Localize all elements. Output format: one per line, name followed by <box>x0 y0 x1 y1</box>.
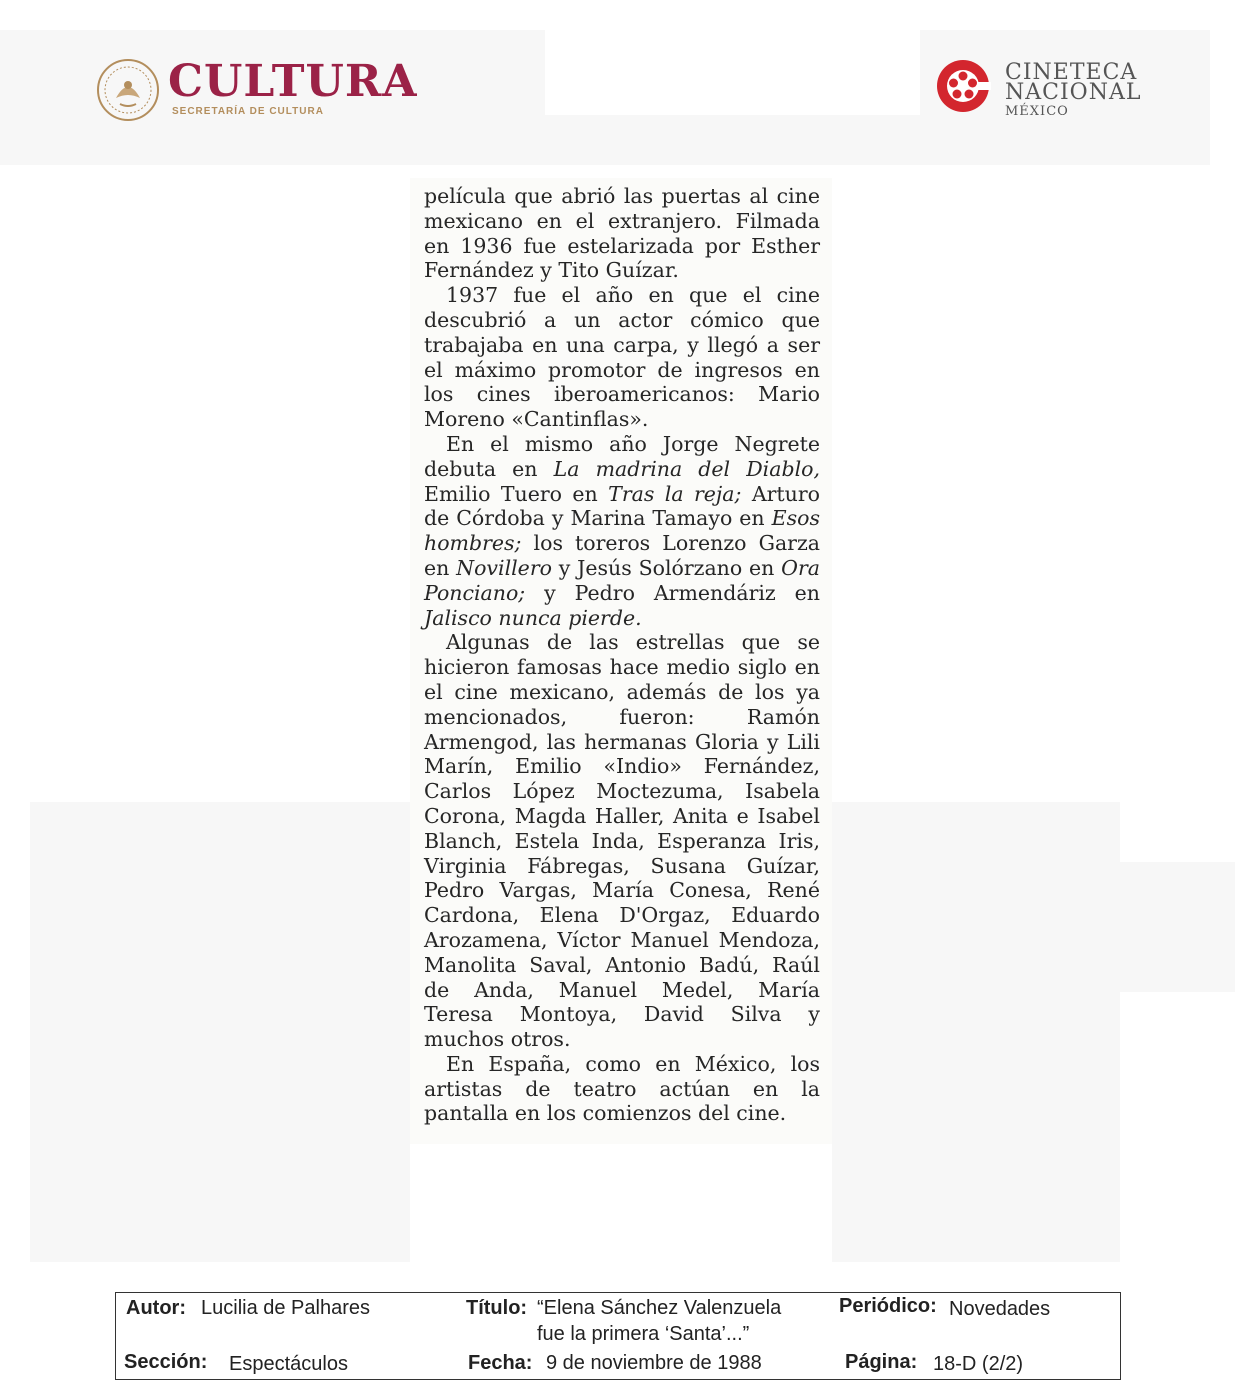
clipping-paragraph-2: 1937 fue el año en que el cine descubrió a un actor cómico que trabajaba en una carpa, y llegó a ser el máximo promotor de ingresos en los cines iberoamericanos: Mario Moreno «Cantinflas». <box>424 283 820 432</box>
clipping-text: Arturo de Córdoba y Marina Tamayo en <box>424 481 821 531</box>
film-title: Jalisco nunca pierde. <box>424 605 642 630</box>
film-title: Novillero <box>456 555 552 580</box>
mexican-seal-icon <box>96 58 160 122</box>
scan-panel-far-right <box>1120 862 1235 992</box>
scan-panel-left <box>30 802 410 1262</box>
cultura-title: CULTURA <box>168 56 418 107</box>
clipping-text: y Pedro Armendáriz en <box>525 580 820 605</box>
cineteca-name-line1: CINETECA <box>1005 60 1138 85</box>
clipping-text: Emilio Tuero en <box>424 481 609 506</box>
clipping-paragraph-3 <box>424 432 820 630</box>
clipping-text: y Jesús Solórzano en <box>551 555 782 580</box>
film-title: Tras la reja; <box>608 481 742 506</box>
autor-value: Lucilia de Palhares <box>201 1297 370 1319</box>
clipping-paragraph-4: Algunas de las estrellas que se hicieron famosas hace medio siglo en el cine mexicano, además de los ya mencionados, fueron: Ramón Armengod, las hermanas Gloria y Lili Marín, Emilio «Indio» Fernández, Carlos López Moctezuma, Isabela Corona, Magda Haller, Anita e Isabel Blanch, Estela Inda, Esperanza Iris, Virginia Fábregas, Susana Guízar, Pedro Vargas, María Conesa, René Cardona, Elena D'Orgaz, Eduardo Arozamena, Víctor Manuel Mendoza, Manolita Saval, Antonio Badú, Raúl de Anda, Manuel Medel, María Teresa Montoya, David Silva y muchos otros. <box>424 630 820 1052</box>
cineteca-logo <box>935 58 1155 118</box>
titulo-value-line2: fue la primera ‘Santa’...” <box>537 1323 750 1345</box>
seccion-value: Espectáculos <box>229 1353 348 1375</box>
film-title: La madrina del Diablo, <box>553 456 820 481</box>
clipping-paragraph-5: En España, como en México, los artistas de teatro actúan en la pantalla en los comienzos del cine. <box>424 1051 820 1126</box>
clipping-paragraph-1: película que abrió las puertas al cine mexicano en el extranjero. Filmada en 1936 fue estelarizada por Esther Fernández y Tito Guízar. <box>424 184 820 283</box>
fecha-value: 9 de noviembre de 1988 <box>546 1352 762 1374</box>
autor-label: Autor: <box>126 1297 186 1319</box>
titulo-label: Título: <box>466 1297 528 1319</box>
pagina-value: 18-D (2/2) <box>933 1353 1024 1375</box>
scan-panel-right <box>832 802 1120 1262</box>
cultura-subtitle: SECRETARÍA DE CULTURA <box>172 106 324 117</box>
pagina-label: Página: <box>845 1351 918 1373</box>
film-title: Ora Ponciano; <box>424 555 820 605</box>
titulo-value-line1: “Elena Sánchez Valenzuela <box>537 1297 782 1319</box>
cultura-logo <box>96 58 416 130</box>
clipping-text: los toreros Lorenzo Garza en <box>424 531 820 580</box>
cineteca-name-line3: MÉXICO <box>1005 104 1069 118</box>
cineteca-name-line2: NACIONAL <box>1005 80 1142 105</box>
periodico-label: Periódico: <box>839 1295 937 1317</box>
clipping-text: En el mismo año Jorge Negrete debuta en <box>424 431 820 481</box>
metadata-box <box>115 1292 1121 1380</box>
film-title: Esos hombres; <box>424 506 820 556</box>
periodico-value: Novedades <box>949 1298 1051 1320</box>
newspaper-clipping <box>410 178 832 1144</box>
seccion-label: Sección: <box>124 1351 208 1373</box>
fecha-label: Fecha: <box>468 1352 533 1374</box>
film-reel-icon <box>935 58 991 114</box>
